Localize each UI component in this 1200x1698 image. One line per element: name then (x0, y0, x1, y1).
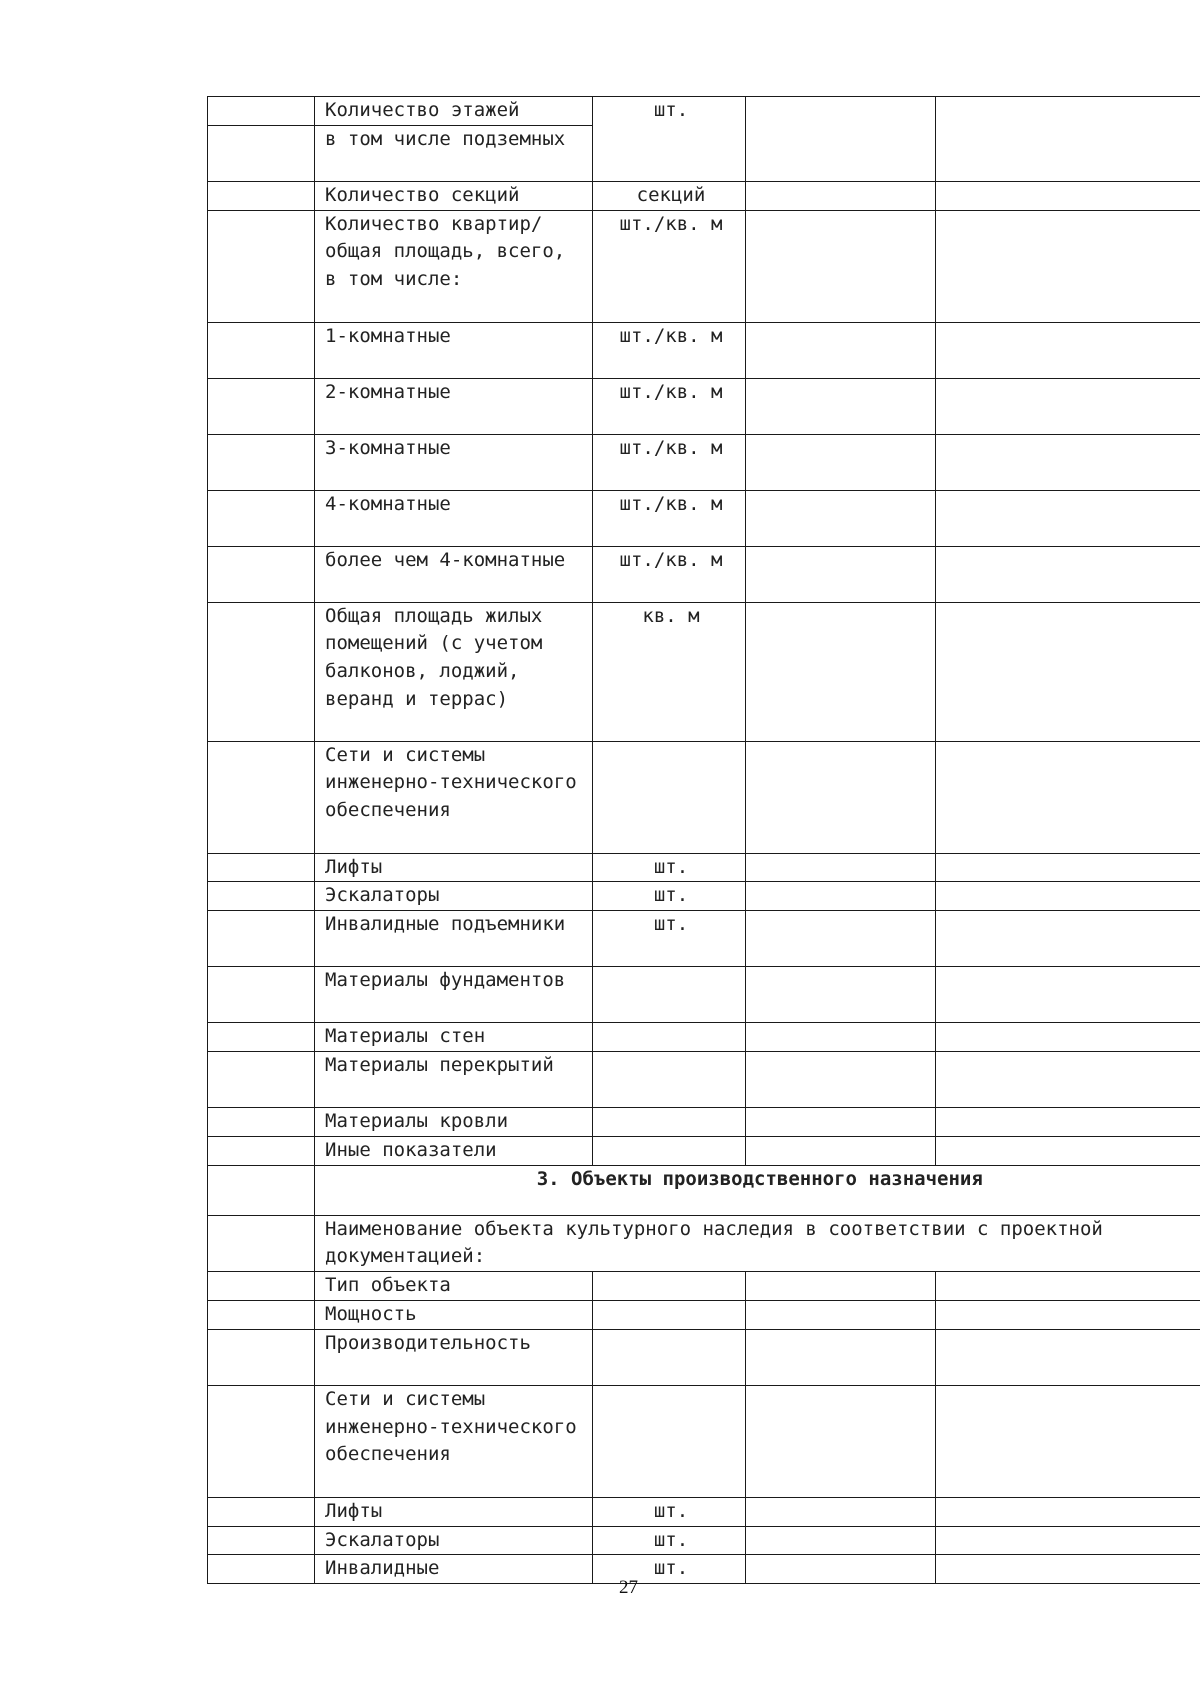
table-row (208, 546, 1200, 602)
row-label: Производительность (315, 1329, 593, 1385)
row-unit: шт. (593, 1526, 746, 1555)
row-label: Мощность (315, 1300, 593, 1329)
row-label: Материалы перекрытий (315, 1051, 593, 1107)
table-row (208, 1136, 1200, 1165)
row-label: более чем 4-комнатные (315, 546, 593, 602)
table-row (208, 1107, 1200, 1136)
object-name-label: Наименование объекта культурного наследия в соответствии с проектной документацией: (315, 1215, 1200, 1272)
row-unit: шт. (593, 882, 746, 911)
row-label: Эскалаторы (315, 1526, 593, 1555)
row-unit: шт./кв. м (593, 210, 746, 322)
row-unit: шт. (593, 911, 746, 967)
row-label: 2-комнатные (315, 378, 593, 434)
section-heading: 3. Объекты производственного назначения (315, 1165, 1200, 1215)
indicators-table (207, 96, 1200, 1584)
row-label: Иные показатели (315, 1136, 593, 1165)
table-row (208, 378, 1200, 434)
row-label: Инвалидные (315, 1555, 593, 1584)
table-row (208, 967, 1200, 1023)
row-label: Тип объекта (315, 1272, 593, 1301)
row-label: Количество этажей (315, 97, 593, 126)
table-row (208, 490, 1200, 546)
table-row (208, 1300, 1200, 1329)
row-unit: шт. (593, 1555, 746, 1584)
table-row (208, 1272, 1200, 1301)
table-row (208, 1329, 1200, 1385)
table-row (208, 97, 1200, 126)
table-row (208, 741, 1200, 853)
row-label: Общая площадь жилых помещений (с учетом балконов, лоджий, веранд и террас) (315, 602, 593, 741)
table-row (208, 434, 1200, 490)
row-label: 1-комнатные (315, 322, 593, 378)
table-row (208, 882, 1200, 911)
table-row (208, 602, 1200, 741)
row-unit: шт./кв. м (593, 378, 746, 434)
row-unit: шт./кв. м (593, 322, 746, 378)
row-label: Сети и системы инженерно-технического обеспечения (315, 741, 593, 853)
table-row (208, 911, 1200, 967)
row-label: Материалы кровли (315, 1107, 593, 1136)
table-row (208, 1497, 1200, 1526)
row-label: 4-комнатные (315, 490, 593, 546)
row-label: 3-комнатные (315, 434, 593, 490)
row-unit: шт./кв. м (593, 434, 746, 490)
row-label: Эскалаторы (315, 882, 593, 911)
row-label: Инвалидные подъемники (315, 911, 593, 967)
table-row (208, 322, 1200, 378)
table-row (208, 1165, 1200, 1215)
row-label: Сети и системы инженерно-технического обеспечения (315, 1385, 593, 1497)
row-unit: секций (593, 181, 746, 210)
table-row (208, 210, 1200, 322)
row-unit: шт./кв. м (593, 546, 746, 602)
row-label: Количество секций (315, 181, 593, 210)
table-row (208, 1385, 1200, 1497)
row-unit: шт. (593, 1497, 746, 1526)
row-unit: шт./кв. м (593, 490, 746, 546)
page-number: 27 (619, 1577, 638, 1598)
row-label: Материалы стен (315, 1023, 593, 1052)
table-row (208, 1023, 1200, 1052)
table-row (208, 853, 1200, 882)
row-label: Лифты (315, 1497, 593, 1526)
row-unit: шт. (593, 853, 746, 882)
row-label: в том числе подземных (315, 125, 593, 181)
row-label: Материалы фундаментов (315, 967, 593, 1023)
row-unit: шт. (593, 97, 746, 182)
table-row (208, 181, 1200, 210)
table-row (208, 1051, 1200, 1107)
row-unit: кв. м (593, 602, 746, 741)
row-label: Количество квартир/общая площадь, всего, в том числе: (315, 210, 593, 322)
table-row (208, 1215, 1200, 1272)
row-label: Лифты (315, 853, 593, 882)
table-row (208, 1526, 1200, 1555)
